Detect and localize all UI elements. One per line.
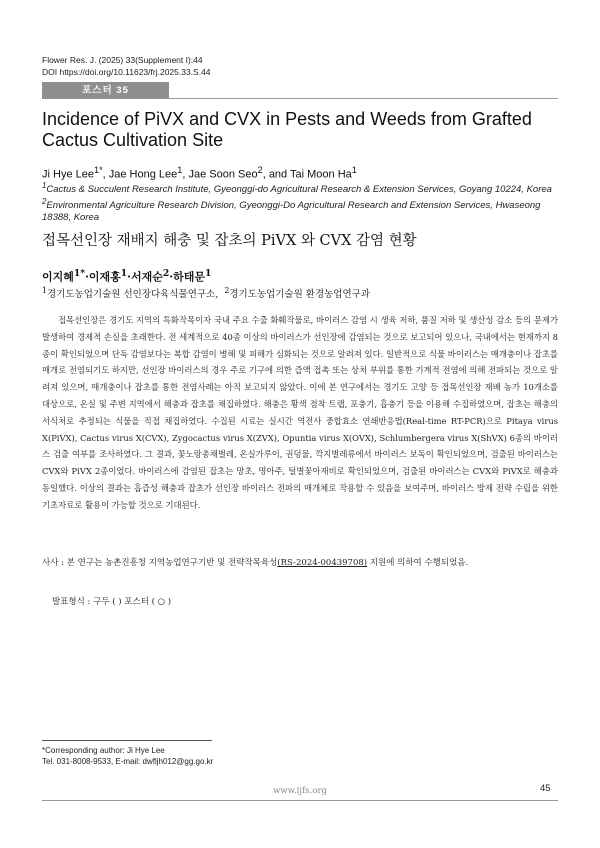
author-name: Jae Soon Seo bbox=[188, 168, 258, 181]
korean-affiliations: $^1$경기도농업기술원 선인장다육식물연구소, $^2$경기도농업기술원 환경농업연구과 bbox=[42, 286, 371, 301]
author-superscript: 2 bbox=[257, 165, 263, 175]
author-list: Ji Hye Lee$^{1*}$, Jae Hong Lee$^1$, Jae Soon Seo$^2$, and Tai Moon Ha$^1$ bbox=[42, 165, 357, 181]
corresponding-author bbox=[42, 745, 213, 767]
author-name: Jae Hong Lee bbox=[108, 168, 178, 181]
affiliations bbox=[42, 180, 562, 224]
presentation-format: 발표형식 : 구두 ( ) 포스터 ( ○ ) bbox=[52, 597, 172, 607]
affiliation-1: $^1$Cactus & Succulent Research Institute, Gyeonggi-do Agricultural Research & Extension Services, Goyang 10224, Korea bbox=[42, 181, 552, 196]
journal-header bbox=[42, 54, 211, 78]
author-superscript: 1* bbox=[93, 165, 103, 175]
author-superscript: 1 bbox=[351, 165, 357, 175]
poster-badge: 포스터 35 bbox=[42, 82, 169, 99]
journal-website: www.ijfs.org bbox=[273, 786, 327, 796]
korean-title: 접목선인장 재배지 해충 및 잡초의 PiVX 와 CVX 감염 현황 bbox=[42, 233, 417, 249]
korean-author-list: 이지혜$^{1*}$·이재홍$^1$·서재순$^2$·하태문$^1$ bbox=[42, 268, 212, 284]
author-superscript: 1 bbox=[177, 165, 183, 175]
korean-affiliation-1: 경기도농업기술원 선인장다육식물연구소, bbox=[47, 289, 219, 301]
corresponding-contact: Tel. 031-8008-9533, E-mail: dwfljh012@gg.go.kr bbox=[42, 757, 214, 766]
journal-citation: Flower Res. J. (2025) 33(Supplement I):44 bbox=[42, 55, 203, 65]
paper-title: Incidence of PiVX and CVX in Pests and Weeds from Grafted Cactus Cultivation Site bbox=[42, 109, 532, 150]
corresponding-author-name: *Corresponding author: Ji Hye Lee bbox=[42, 746, 165, 755]
affiliation-2: $^2$Environmental Agriculture Research Division, Gyeonggi-Do Agricultural Research and Extension Services, Hwaseong 18388, Korea bbox=[42, 197, 541, 224]
header-divider bbox=[169, 98, 558, 99]
author-name: Tai Moon Ha bbox=[290, 168, 352, 181]
abstract-body: 접목선인장은 경기도 지역의 특화작목이자 국내 주요 수출 화훼작물로, 바이러스 감염 시 생육 저하, 품질 저하 및 생산성 감소 등의 문제가 발생하여 경제적 손실을 초래한다. 전 세계적으로 40종 이상의 바이러스가 선인장에 감염되는 것으로 보고되어 있으나, 국내에서는 현재까지 8종이 확인되었으며 단독 감염보다는 복합 감염이 병해 및 피해가 심화되는 것으로 알려져 있다. 일반적으로 식물 바이러스는 매개충이나 잡초를 매개로 전염되기도 하지만, 선인장 바이러스의 경우 주로 기구에 의한 즙액 접촉 또는 상처 부위를 통한 기계적 전염에 의해 전파되는 것으로 알려져 있으며, 매개충이나 잡초를 통한 전염사례는 아직 보고되지 않았다. 이에 본 연구에서는 경기도 고양 등 접목선인장 재배 농가 10개소를 대상으로, 온실 및 주변 지역에서 해충과 잡초를 채집하였다. 해충은 황색 점착 트랩, 포충기, 흡충기 등을 이용해 수집하였으며, 잡초는 해충의 서식처로 추정되는 식물을 직접 채집하였다. 수집된 시료는 실시간 역전사 중합효소 연쇄반응법(Real-time RT-PCR)으로 Pitaya virus X(PiVX), Cactus virus X(CVX), Zygocactus virus X(ZVX), Opuntia virus X(OVX), Schlumbergera virus X(ShVX) 6종의 바이러스 검출 여부를 조사하였다. 그 결과, 꽃노랑총채벌레, 온실가루이, 권덩물, 깍지벌레류에서 바이러스 보독이 확인되었으며, 검출된 바이러스는 CVX와 PiVX 2종이었다. 바이러스에 감염된 잡초는 망초, 명아주, 털별꽃아재비로 확인되었으며, 검출된 바이러스는 CVX와 PiVX로 해충과 동일했다. 이상의 결과는 흡즙성 해충과 잡초가 선인장 바이러스 전파의 매개체로 작용할 수 있음을 보여주며, 바이러스 방제 전략 수립을 위한 기초자료로 활용이 가능할 것으로 기대된다. bbox=[42, 315, 558, 510]
footnote-divider bbox=[42, 740, 212, 741]
doi-line: DOI https://doi.org/10.11623/frj.2025.33.S.44 bbox=[42, 67, 211, 77]
page-number: 45 bbox=[540, 783, 551, 794]
author-name: Ji Hye Lee bbox=[42, 168, 94, 181]
korean-affiliation-2: 경기도농업기술원 환경농업연구과 bbox=[229, 289, 371, 301]
acknowledgement: 사사 : 본 연구는 농촌진흥청 지역농업연구기반 및 전략작목육성(RS-2024-00439708) 지원에 의하여 수행되었음. bbox=[42, 558, 469, 568]
footer-divider bbox=[42, 800, 558, 801]
